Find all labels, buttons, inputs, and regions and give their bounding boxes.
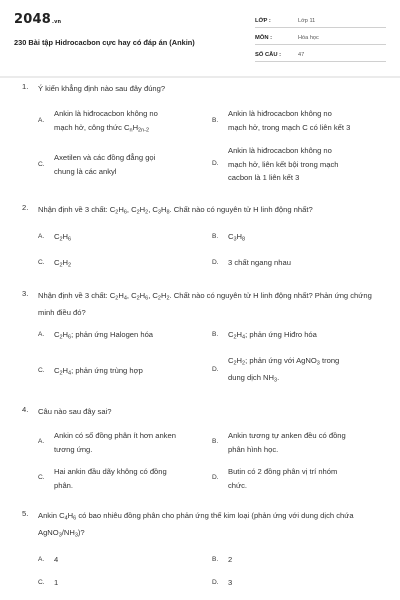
option-line: $C_2H_6$ bbox=[54, 232, 72, 243]
option-line: dung dịch $NH_3$. bbox=[228, 373, 280, 384]
option-text bbox=[228, 144, 339, 185]
option-line: phân hình học. bbox=[228, 444, 279, 454]
option-letter: C. bbox=[38, 474, 45, 481]
option-text bbox=[54, 576, 58, 590]
option-line: Ankin tương tự anken đều có đồng bbox=[228, 431, 346, 440]
option-line: $C_2H_2$; phản ứng với AgNO$_3$ trong bbox=[228, 356, 340, 367]
option-text bbox=[54, 256, 71, 273]
option-letter: D. bbox=[212, 579, 219, 586]
option-text bbox=[228, 107, 350, 134]
option-line: Ankin là hiđrocacbon không no bbox=[54, 109, 158, 118]
site-logo[interactable] bbox=[14, 12, 61, 27]
option-letter: A. bbox=[38, 331, 45, 338]
option-letter: A. bbox=[38, 556, 45, 563]
option-line: cacbon là 1 liên kết 3 bbox=[228, 173, 300, 182]
logo-text: 2048 bbox=[14, 12, 51, 27]
option-line: Ankin là hiđrocacbon không no bbox=[228, 109, 332, 118]
option-text bbox=[54, 364, 143, 381]
option-letter: A. bbox=[38, 233, 45, 240]
meta-value: Lớp 11 bbox=[298, 18, 316, 24]
option-letter: D. bbox=[212, 474, 219, 481]
option-letter: C. bbox=[38, 161, 45, 168]
option-letter: C. bbox=[38, 367, 45, 374]
header-divider bbox=[0, 76, 400, 78]
option-text bbox=[228, 230, 245, 247]
question-number: 1. bbox=[22, 82, 29, 91]
option-line: Axetilen và các đồng đẳng gọi bbox=[54, 153, 156, 162]
option-line: $C_2H_6$; phản ứng Halogen hóa bbox=[54, 330, 154, 341]
option-text bbox=[228, 576, 232, 590]
option-text bbox=[228, 328, 317, 345]
option-line: Ankin có số đồng phân ít hơn anken bbox=[54, 431, 176, 440]
option-text bbox=[228, 354, 339, 388]
option-letter: B. bbox=[212, 438, 219, 445]
meta-label: SỐ CÂU : bbox=[255, 52, 282, 58]
meta-row-subject bbox=[255, 30, 386, 45]
meta-row-count bbox=[255, 47, 386, 62]
option-line: Butin có 2 đồng phân vị trí nhóm bbox=[228, 467, 338, 476]
option-text bbox=[228, 553, 232, 567]
option-letter: A. bbox=[38, 438, 45, 445]
option-letter: C. bbox=[38, 579, 45, 586]
option-text bbox=[228, 465, 337, 492]
meta-label: MÔN : bbox=[255, 35, 273, 41]
meta-row-class bbox=[255, 13, 386, 28]
option-line: 3 chất ngang nhau bbox=[228, 258, 291, 267]
option-line: mạch hở, công thức $C_nH_{2n-2}$ bbox=[54, 122, 150, 133]
option-letter: C. bbox=[38, 259, 45, 266]
option-line: 3 bbox=[228, 578, 233, 587]
option-text bbox=[54, 328, 153, 345]
option-letter: B. bbox=[212, 117, 219, 124]
option-text bbox=[54, 553, 58, 567]
option-letter: B. bbox=[212, 331, 219, 338]
logo-suffix: .vn bbox=[51, 19, 62, 25]
option-letter: A. bbox=[38, 117, 45, 124]
option-letter: B. bbox=[212, 556, 219, 563]
question-stem: Câu nào sau đây sai? bbox=[38, 407, 112, 416]
meta-value: 47 bbox=[298, 52, 305, 58]
question-stem: Ý kiến khẳng định nào sau đây đúng? bbox=[38, 84, 166, 93]
option-line: 4 bbox=[54, 555, 59, 564]
question-stem: Nhận định về 3 chất: $C_2H_6$, $C_2H_2$, $C_3H_8$. Chất nào có nguyên tử H linh động nhất? bbox=[38, 205, 313, 216]
option-line: $C_3H_8$ bbox=[228, 232, 246, 243]
option-line: Ankin là hiđrocacbon không no bbox=[228, 146, 332, 155]
option-text bbox=[54, 151, 155, 178]
option-letter: D. bbox=[212, 160, 219, 167]
question-number: 2. bbox=[22, 203, 29, 212]
option-line: $C_2H_4$; phản ứng trùng hợp bbox=[54, 366, 143, 377]
option-line: $C_2H_2$ bbox=[54, 258, 72, 269]
option-text bbox=[228, 429, 346, 456]
option-letter: B. bbox=[212, 233, 219, 240]
option-line: 2 bbox=[228, 555, 233, 564]
option-line: mạch hở, liên kết bội trong mạch bbox=[228, 159, 339, 169]
meta-label: LỚP : bbox=[255, 18, 271, 24]
option-line: $C_2H_4$; phản ứng Hiđro hóa bbox=[228, 330, 317, 341]
option-text bbox=[54, 230, 71, 247]
option-text bbox=[228, 256, 291, 270]
meta-value: Hóa học bbox=[298, 35, 319, 41]
option-line: Hai ankin đầu dãy không có đồng bbox=[54, 467, 167, 476]
question-stem: Nhận định về 3 chất: $C_2H_4$, $C_2H_6$, $C_2H_2$. Chất nào có nguyên tử H linh động nhất? Phản ứng chứng minh điều đó? bbox=[38, 291, 372, 317]
option-line: 1 bbox=[54, 578, 59, 587]
option-line: mạch hở, trong mạch C có liên kết 3 bbox=[228, 122, 351, 132]
page-header bbox=[14, 10, 386, 72]
question-number: 4. bbox=[22, 405, 29, 414]
option-letter: D. bbox=[212, 366, 219, 373]
option-text bbox=[54, 107, 158, 138]
option-line: phân. bbox=[54, 480, 74, 490]
option-text bbox=[54, 429, 176, 456]
option-line: chung là các ankyl bbox=[54, 166, 117, 176]
question-number: 5. bbox=[22, 509, 29, 518]
option-letter: D. bbox=[212, 259, 219, 266]
question-number: 3. bbox=[22, 289, 29, 298]
question-stem: Ankin $C_4H_6$ có bao nhiêu đồng phân cho phản ứng thế kim loại (phản ứng với dung dịch chứa $AgNO_3/NH_3$)? bbox=[38, 511, 354, 538]
option-line: chức. bbox=[228, 480, 248, 490]
option-line: tương ứng. bbox=[54, 444, 93, 454]
page-title: 230 Bài tập Hidrocacbon cực hay có đáp án (Ankin) bbox=[14, 38, 195, 47]
option-text bbox=[54, 465, 167, 492]
